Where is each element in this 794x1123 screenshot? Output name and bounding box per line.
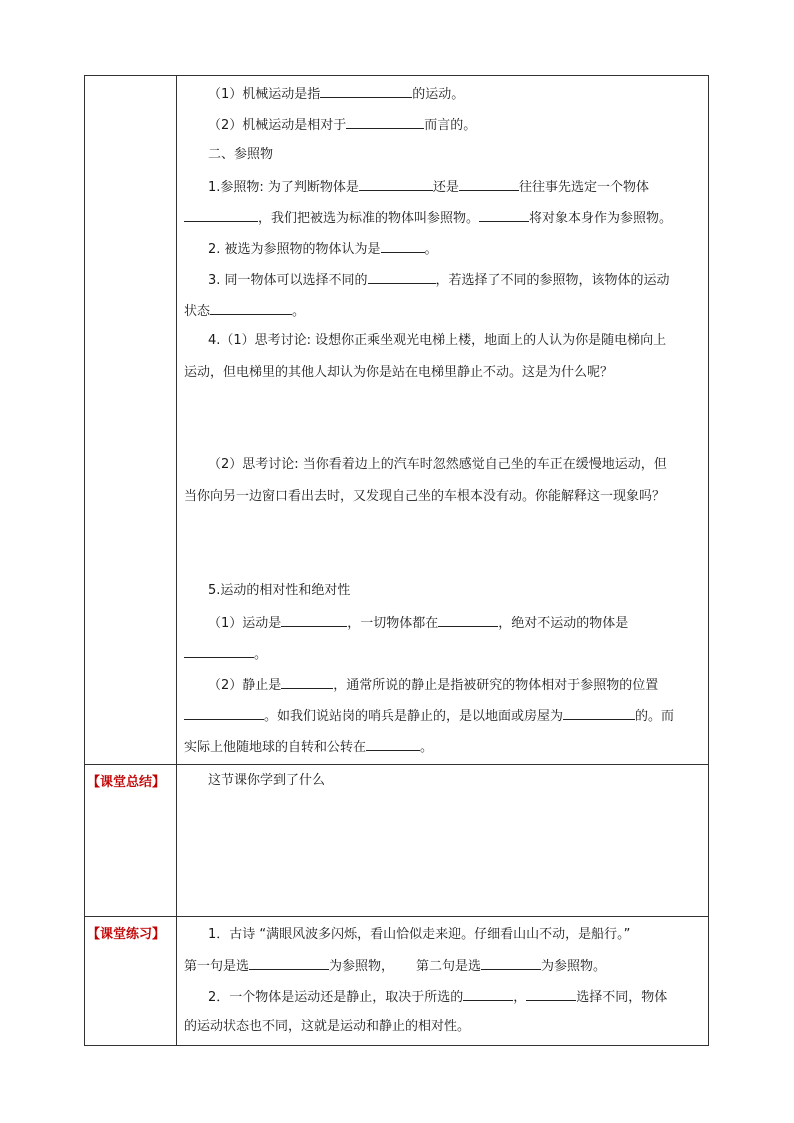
practice-q2: 2．一个物体是运动还是静止，取决于所选的 ， 选择不同，物体 — [208, 990, 668, 1005]
q-motion-absolute: （1）运动是 ，一切物体都在 ，绝对不运动的物体是 — [208, 616, 629, 631]
section-relativity: 5.运动的相对性和绝对性 — [208, 583, 351, 598]
answer-blank[interactable] — [481, 957, 541, 970]
answer-blank[interactable] — [368, 271, 436, 284]
discussion-1: 4.（1）思考讨论: 设想你正乘坐观光电梯上楼，地面上的人认为你是随电梯向上 — [208, 333, 667, 348]
q-static-relative-cont: 。如我们说站岗的哨兵是静止的，是以地面或房屋为 的。而 — [184, 707, 702, 725]
q-reference-def-cont: ，我们把被选为标准的物体叫参照物。 将对象本身作为参照物。 — [184, 209, 702, 227]
q-static-relative: （2）静止是 ，通常所说的静止是指被研究的物体相对于参照物的位置 — [208, 678, 659, 693]
answer-blank[interactable] — [210, 302, 292, 315]
discussion-2: （2）思考讨论: 当你看着边上的汽车时忽然感觉自己坐的车正在缓慢地运动，但 — [208, 457, 667, 472]
content-cell — [177, 76, 709, 765]
q-static-relative-cont2: 实际上他随地球的自转和公转在 。 — [184, 740, 434, 755]
answer-blank[interactable] — [184, 707, 264, 720]
answer-blank[interactable] — [346, 116, 424, 129]
discussion-2-cont: 当你向另一边窗口看出去时，又发现自己坐的车根本没有动。你能解释这一现象吗？ — [184, 489, 666, 504]
answer-blank[interactable] — [526, 988, 576, 1001]
answer-blank[interactable] — [366, 738, 420, 751]
q-reference-3: 3. 同一物体可以选择不同的 ，若选择了不同的参照物，该物体的运动 — [208, 273, 670, 288]
q-mechanical-motion-2: （2）机械运动是相对于 而言的。 — [208, 118, 477, 133]
q-mechanical-motion-1: （1）机械运动是指 的运动。 — [208, 87, 465, 102]
q-motion-absolute-cont: 。 — [184, 645, 702, 663]
practice-label: 【课堂练习】 — [87, 927, 166, 942]
answer-blank[interactable] — [281, 676, 333, 689]
summary-prompt: 这节课你学到了什么 — [208, 773, 326, 788]
q-reference-3-cont: 状态 。 — [184, 304, 306, 319]
answer-blank[interactable] — [381, 240, 425, 253]
answer-blank[interactable] — [479, 209, 529, 222]
answer-blank[interactable] — [463, 988, 513, 1001]
summary-cell — [177, 765, 709, 917]
answer-blank[interactable] — [281, 614, 347, 627]
section-heading-reference: 二、参照物 — [208, 147, 274, 162]
practice-label-cell — [85, 917, 177, 1046]
q-reference-2: 2. 被选为参照物的物体认为是 。 — [208, 242, 438, 257]
answer-blank[interactable] — [359, 178, 433, 191]
empty-label-cell — [85, 76, 177, 765]
answer-blank[interactable] — [438, 614, 498, 627]
summary-label: 【课堂总结】 — [87, 775, 166, 790]
practice-q1-answers: 第一句是选 为参照物， 第二句是选 为参照物。 — [184, 959, 607, 974]
answer-blank[interactable] — [320, 85, 412, 98]
summary-label-cell — [85, 765, 177, 917]
answer-blank[interactable] — [184, 209, 258, 222]
practice-q2-cont: 的运动状态也不同，这就是运动和静止的相对性。 — [184, 1019, 471, 1034]
answer-blank[interactable] — [184, 645, 254, 658]
practice-q1: 1．古诗 “满眼风波多闪烁，看山恰似走来迎。仔细看山山不动，是船行。” — [208, 927, 631, 942]
lesson-table — [84, 75, 709, 1046]
answer-blank[interactable] — [563, 707, 635, 720]
answer-blank[interactable] — [459, 178, 519, 191]
discussion-1-cont: 运动，但电梯里的其他人却认为你是站在电梯里静止不动。这是为什么呢？ — [184, 365, 614, 380]
answer-blank[interactable] — [249, 957, 329, 970]
practice-cell — [177, 917, 709, 1046]
q-reference-def: 1.参照物: 为了判断物体是 还是 往往事先选定一个物体 — [208, 180, 649, 195]
